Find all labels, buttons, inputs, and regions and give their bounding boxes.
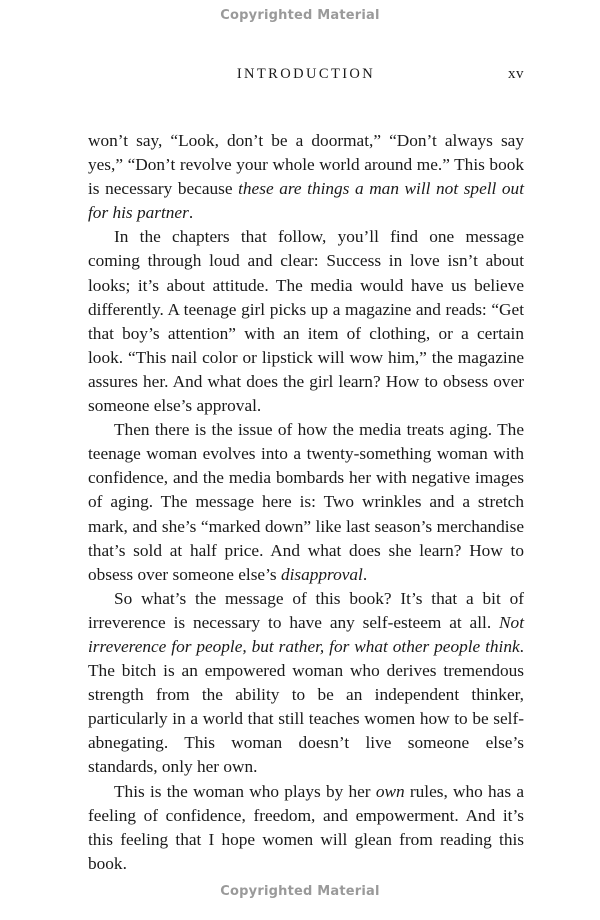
running-head — [88, 66, 524, 88]
copyright-watermark-top: Copyrighted Material — [220, 8, 380, 23]
text-run: Then there is the issue of how the media treats aging. The teenage woman evolves into a twenty-something woman with confidence, and the media bombards her with negative images of aging. The message here is: Two wrinkles and a stretch mark, and she’s “marked down” like last season’s merchandise that’s sold at half price. And what does she learn? How to obsess over someone else’s — [88, 420, 524, 584]
text-run: rules, who has a feeling of confidence, freedom, and empowerment. And it’s this feeling that I hope women will glean from reading this book. — [88, 781, 524, 873]
italic-text-run: these are things a man will not spell out for his partner — [88, 179, 524, 223]
text-run: . — [362, 564, 368, 584]
body-text — [88, 129, 524, 876]
running-title: INTRODUCTION — [236, 66, 376, 82]
copyright-watermark-bottom: Copyrighted Material — [220, 884, 380, 899]
paragraph-3 — [88, 418, 524, 587]
italic-text-run: Not irreverence for people, but rather, for what other people think — [88, 612, 524, 656]
text-run: In the chapters that follow, you’ll find one message coming through loud and clear: Success in love isn’t about looks; it’s about attitude. The media would have us believe differently. A teenage girl picks up a magazine and reads: “Get that boy’s attention” with an item of clothing, or a certain look. “This nail color or lipstick will wow him,” the magazine assures her. And what does the girl learn? How to obsess over someone else’s approval. — [88, 227, 524, 416]
text-run: . — [188, 203, 194, 223]
text-run: . The bitch is an empowered woman who derives tremendous strength from the ability to be an independent thinker, particularly in a world that still teaches women how to be self-abnegating. This woman doesn’t live someone else’s standards, only her own. — [88, 636, 524, 777]
text-run: So what’s the message of this book? It’s that a bit of irreverence is necessary to have any self-esteem at all. — [88, 588, 524, 632]
text-run: won’t say, “Look, don’t be a doormat,” “Don’t always say yes,” “Don’t revolve your whole world around me.” This book is necessary because — [88, 131, 524, 199]
paragraph-2 — [88, 225, 524, 418]
text-run: This is the woman who plays by her — [114, 781, 376, 801]
italic-text-run: disapproval — [280, 564, 363, 584]
page-number: xv — [508, 66, 524, 82]
paragraph-5 — [88, 780, 524, 876]
paragraph-4 — [88, 587, 524, 780]
paragraph-1 — [88, 129, 524, 225]
italic-text-run: own — [375, 781, 405, 801]
